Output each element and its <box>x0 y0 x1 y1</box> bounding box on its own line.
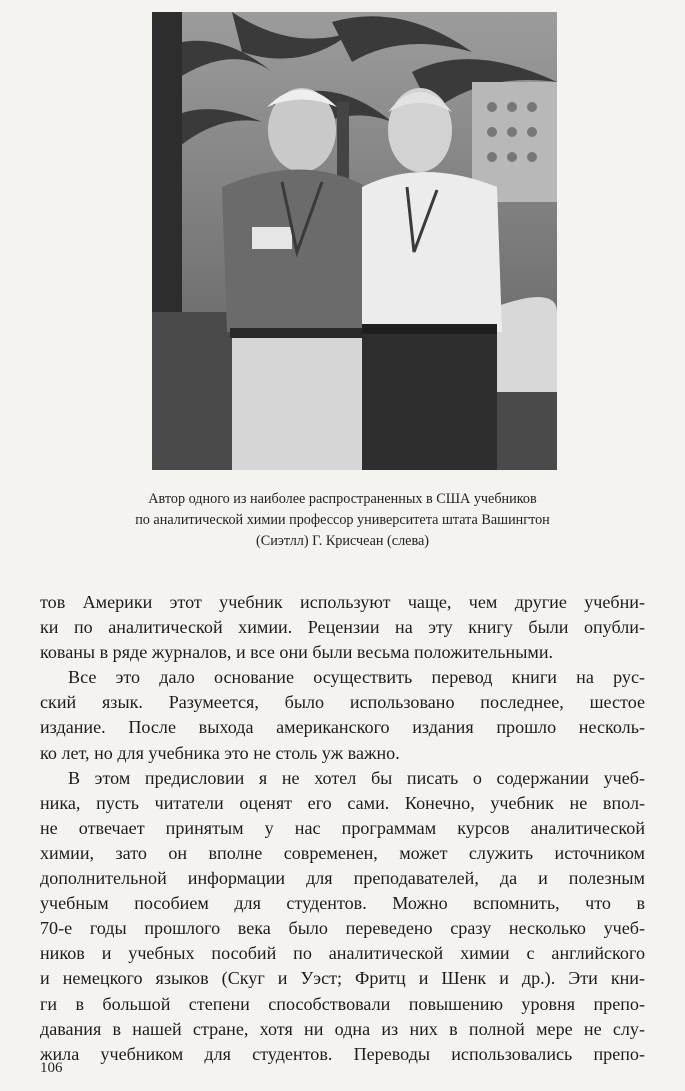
body-line: Все это дало основание осуществить перевод книги на рус- <box>68 667 645 688</box>
caption-line: Автор одного из наиболее распространенных в США учебников <box>148 491 537 507</box>
body-line: кованы в ряде журналов, и все они были весьма положительными. <box>40 642 554 663</box>
body-line: ко лет, но для учебника это не столь уж важно. <box>40 742 400 763</box>
body-line: учебным пособием для студентов. Можно вспомнить, что в <box>40 893 645 914</box>
body-line: и немецкого языков (Скуг и Уэст; Фритц и Шенк и др.). Эти кни- <box>40 968 645 989</box>
body-line: жила учебником для студентов. Переводы использовались препо- <box>40 1043 645 1064</box>
body-line: химии, зато он вполне современен, может служить источником <box>40 842 645 863</box>
body-line: дополнительной информации для преподавателей, да и полезным <box>40 868 645 889</box>
body-line: ки по аналитической химии. Рецензии на эту книгу были опубли- <box>40 617 645 638</box>
body-line: ги в большой степени способствовали повышению уровня препо- <box>40 993 645 1014</box>
body-line: ский язык. Разумеется, было использовано последнее, шестое <box>40 692 645 713</box>
author-photo <box>152 12 557 470</box>
caption-line: (Сиэтлл) Г. Крисчеан (слева) <box>256 533 429 549</box>
body-line: 70-е годы прошлого века было переведено сразу несколько учеб- <box>40 918 645 939</box>
body-line: ника, пусть читатели оценят его сами. Конечно, учебник не впол- <box>40 792 645 813</box>
body-line: тов Америки этот учебник используют чаще, чем другие учебни- <box>40 592 645 612</box>
body-line: не отвечает принятым у нас программам курсов аналитической <box>40 817 645 838</box>
body-line: издание. После выхода американского издания прошло несколь- <box>40 717 645 738</box>
body-line: ников и учебных пособий по аналитической химии с английского <box>40 943 645 964</box>
page-number: 106 <box>40 1060 63 1076</box>
photo-caption <box>40 489 645 552</box>
body-text <box>40 590 645 1067</box>
caption-line: по аналитической химии профессор университета штата Вашингтон <box>135 512 550 528</box>
body-line: В этом предисловии я не хотел бы писать о содержании учеб- <box>68 767 645 788</box>
body-line: давания в нашей стране, хотя ни одна из них в полной мере не слу- <box>40 1018 645 1039</box>
